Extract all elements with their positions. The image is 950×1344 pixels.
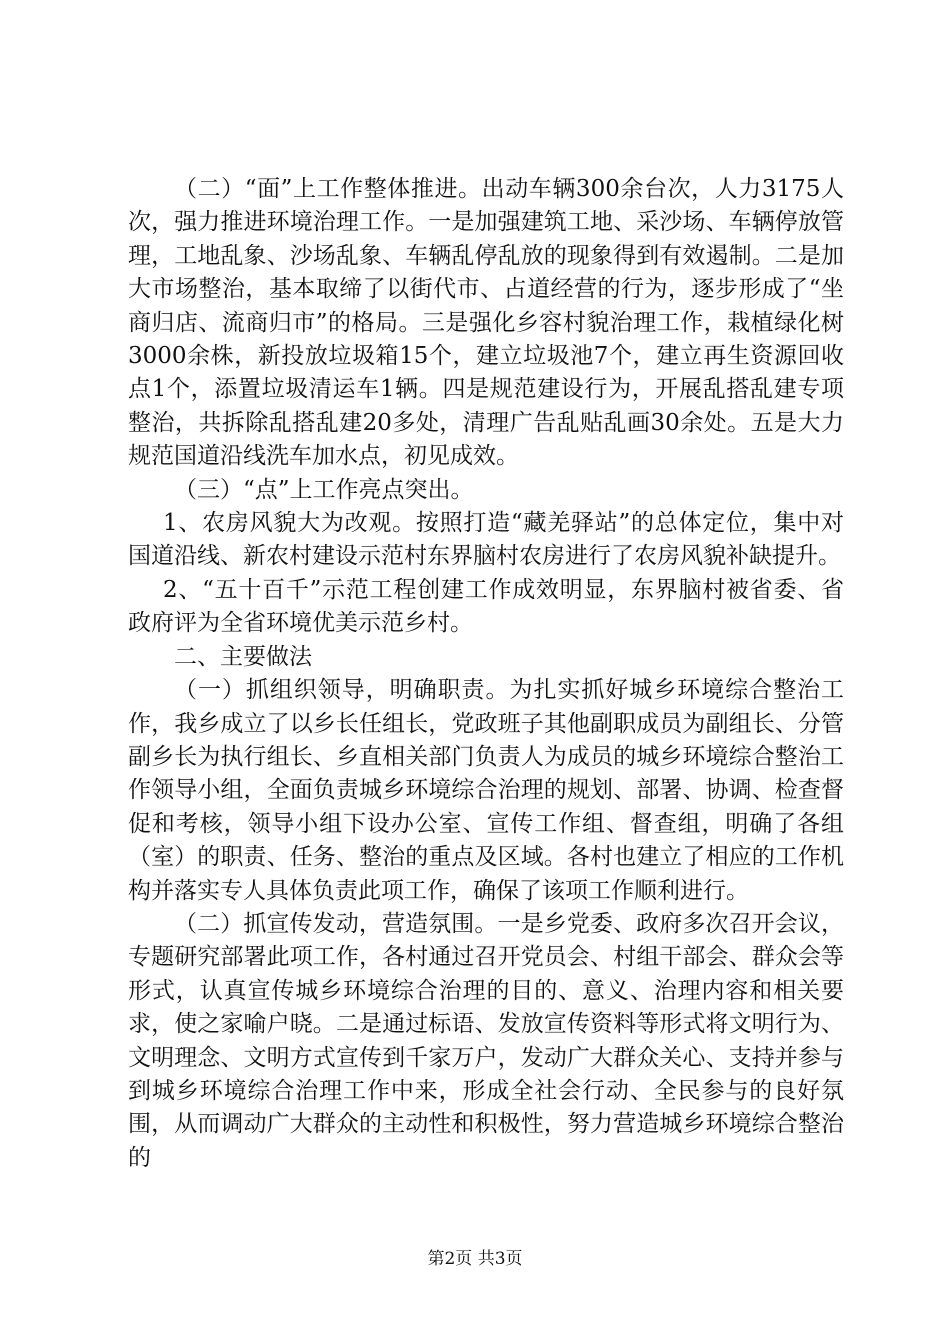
paragraph-demo-project: 2、“五十百千”示范工程创建工作成效明显，东界脑村被省委、省政府评为全省环境优美示范乡村。 bbox=[128, 576, 844, 637]
paragraph-housing-improvement: 1、农房风貌大为改观。按照打造“藏羌驿站”的总体定位，集中对国道沿线、新农村建设示范村东界脑村农房进行了农房风貌补缺提升。 bbox=[128, 510, 844, 570]
page-footer: 第2页 共3页 bbox=[427, 1249, 523, 1269]
paragraph-overall-progress: （二）“面”上工作整体推进。出动车辆300余台次，人力3175人次，强力推进环境治理工作。一是加强建筑工地、采沙场、车辆停放管理，工地乱象、沙场乱象、车辆乱停乱放的现象得到有效遏制。二是加大市场整治，基本取缔了以街代市、占道经营的行为，逐步形成了“坐商归店、流商归市”的格局。三是强化乡容村貌治理工作，栽植绿化树3000余株，新投放垃圾箱15个，建立垃圾池7个，建立再生资源回收点1个，添置垃圾清运车1辆。四是规范建设行为，开展乱搭乱建专项整治，共拆除乱搭乱建20多处，清理广告乱贴乱画30余处。五是大力规范国道沿线洗车加水点，初见成效。 bbox=[128, 176, 844, 470]
paragraph-organization-leadership: （一）抓组织领导，明确职责。为扎实抓好城乡环境综合整治工作，我乡成立了以乡长任组长，党政班子其他副职成员为副组长、分管副乡长为执行组长、乡直相关部门负责人为成员的城乡环境综合整治工作领导小组，全面负责城乡环境综合治理的规划、部署、协调、检查督促和考核，领导小组下设办公室、宣传工作组、督查组，明确了各组（室）的职责、任务、整治的重点及区域。各村也建立了相应的工作机构并落实专人具体负责此项工作，确保了该项工作顺利进行。 bbox=[128, 677, 844, 904]
document-body bbox=[128, 173, 844, 1175]
paragraph-highlights-heading: （三）“点”上工作亮点突出。 bbox=[174, 476, 474, 503]
section-heading-main-practices: 二、主要做法 bbox=[174, 643, 312, 670]
paragraph-publicity-mobilization: （二）抓宣传发动，营造氛围。一是乡党委、政府多次召开会议，专题研究部署此项工作，各村通过召开党员会、村组干部会、群众会等形式，认真宣传城乡环境综合治理的目的、意义、治理内容和相关要求，使之家喻户晓。二是通过标语、发放宣传资料等形式将文明行为、文明理念、文明方式宣传到千家万户，发动广大群众关心、支持并参与到城乡环境综合治理工作中来，形成全社会行动、全民参与的良好氛围，从而调动广大群众的主动性和积极性，努力营造城乡环境综合整治的 bbox=[128, 910, 844, 1171]
